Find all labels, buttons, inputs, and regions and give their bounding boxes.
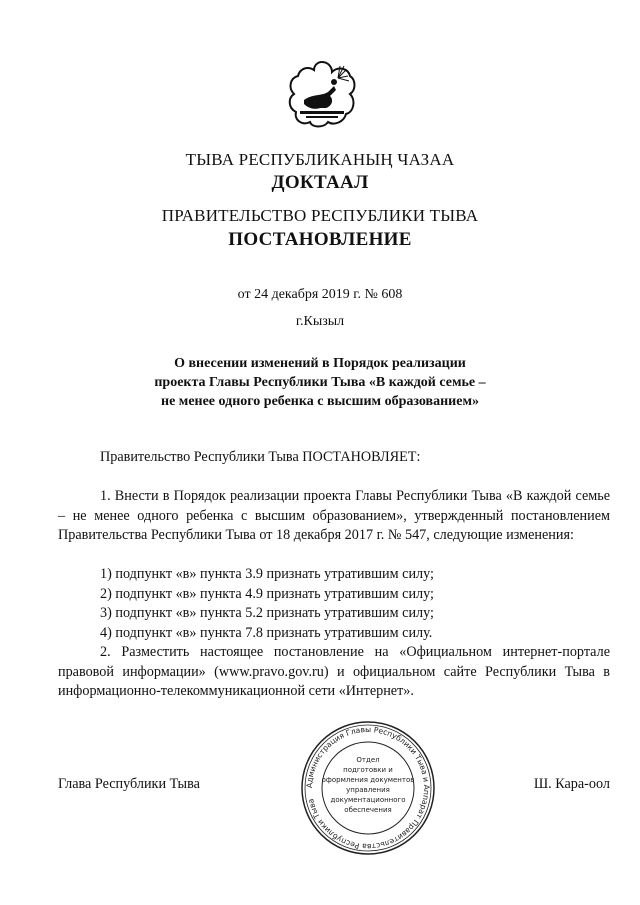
stamp-line-3: оформления документов [321,776,415,784]
stamp-ring-text: Администрация Главы Республики Тыва и Аппарат Правительства Республики Тыва [304,724,432,852]
paragraph-1: 1. Внести в Порядок реализации проекта Главы Республики Тыва «В каждой семье – не менее одного ребенка с высшим образованием», утвержденный постановлением Правительства Республики Тыва от 18 декабря 2017 г. № 547, следующие изменения: [58,488,610,543]
resolution-intro: Правительство Республики Тыва ПОСТАНОВЛЯЕТ: [100,449,421,465]
signature-position: Глава Республики Тыва [58,776,200,792]
list-item-4: 4) подпункт «в» пункта 7.8 признать утратившим силу. [100,625,433,641]
header-postanovlenie: ПОСТАНОВЛЕНИЕ [228,229,412,250]
signature-name: Ш. Кара-оол [533,776,610,792]
stamp-line-2: подготовки и [343,766,393,774]
paragraph-2: 2. Разместить настоящее постановление на «Официальном интернет-портале правовой информации» (www.pravo.gov.ru) и официальном сайте Республики Тыва в информационно-телекоммуникационной сети «Интернет». [58,644,610,699]
list-item-2: 2) подпункт «в» пункта 4.9 признать утратившим силу; [100,586,434,602]
document-title-line-1: О внесении изменений в Порядок реализации [174,356,466,371]
stamp-line-4: управления [346,786,390,794]
document-title-line-3: не менее одного ребенка с высшим образованием» [161,394,479,409]
header-government: ПРАВИТЕЛЬСТВО РЕСПУБЛИКИ ТЫВА [161,206,479,225]
document-city: г.Кызыл [295,314,345,329]
official-stamp [298,718,438,858]
coat-of-arms-emblem [282,56,362,136]
list-item-3: 3) подпункт «в» пункта 5.2 признать утратившим силу; [100,605,434,621]
document-date-number: от 24 декабря 2019 г. № 608 [237,287,403,302]
header-tuvan-government: ТЫВА РЕСПУБЛИКАНЫҢ ЧАЗАА [185,150,455,169]
document-title-line-2: проекта Главы Республики Тыва «В каждой семье – [154,375,486,390]
list-item-1: 1) подпункт «в» пункта 3.9 признать утратившим силу; [100,566,434,582]
stamp-line-5: документационного [330,796,406,804]
header-doktaal: ДОКТААЛ [271,172,369,193]
stamp-line-6: обеспечения [344,806,392,814]
stamp-line-1: Отдел [356,756,380,764]
